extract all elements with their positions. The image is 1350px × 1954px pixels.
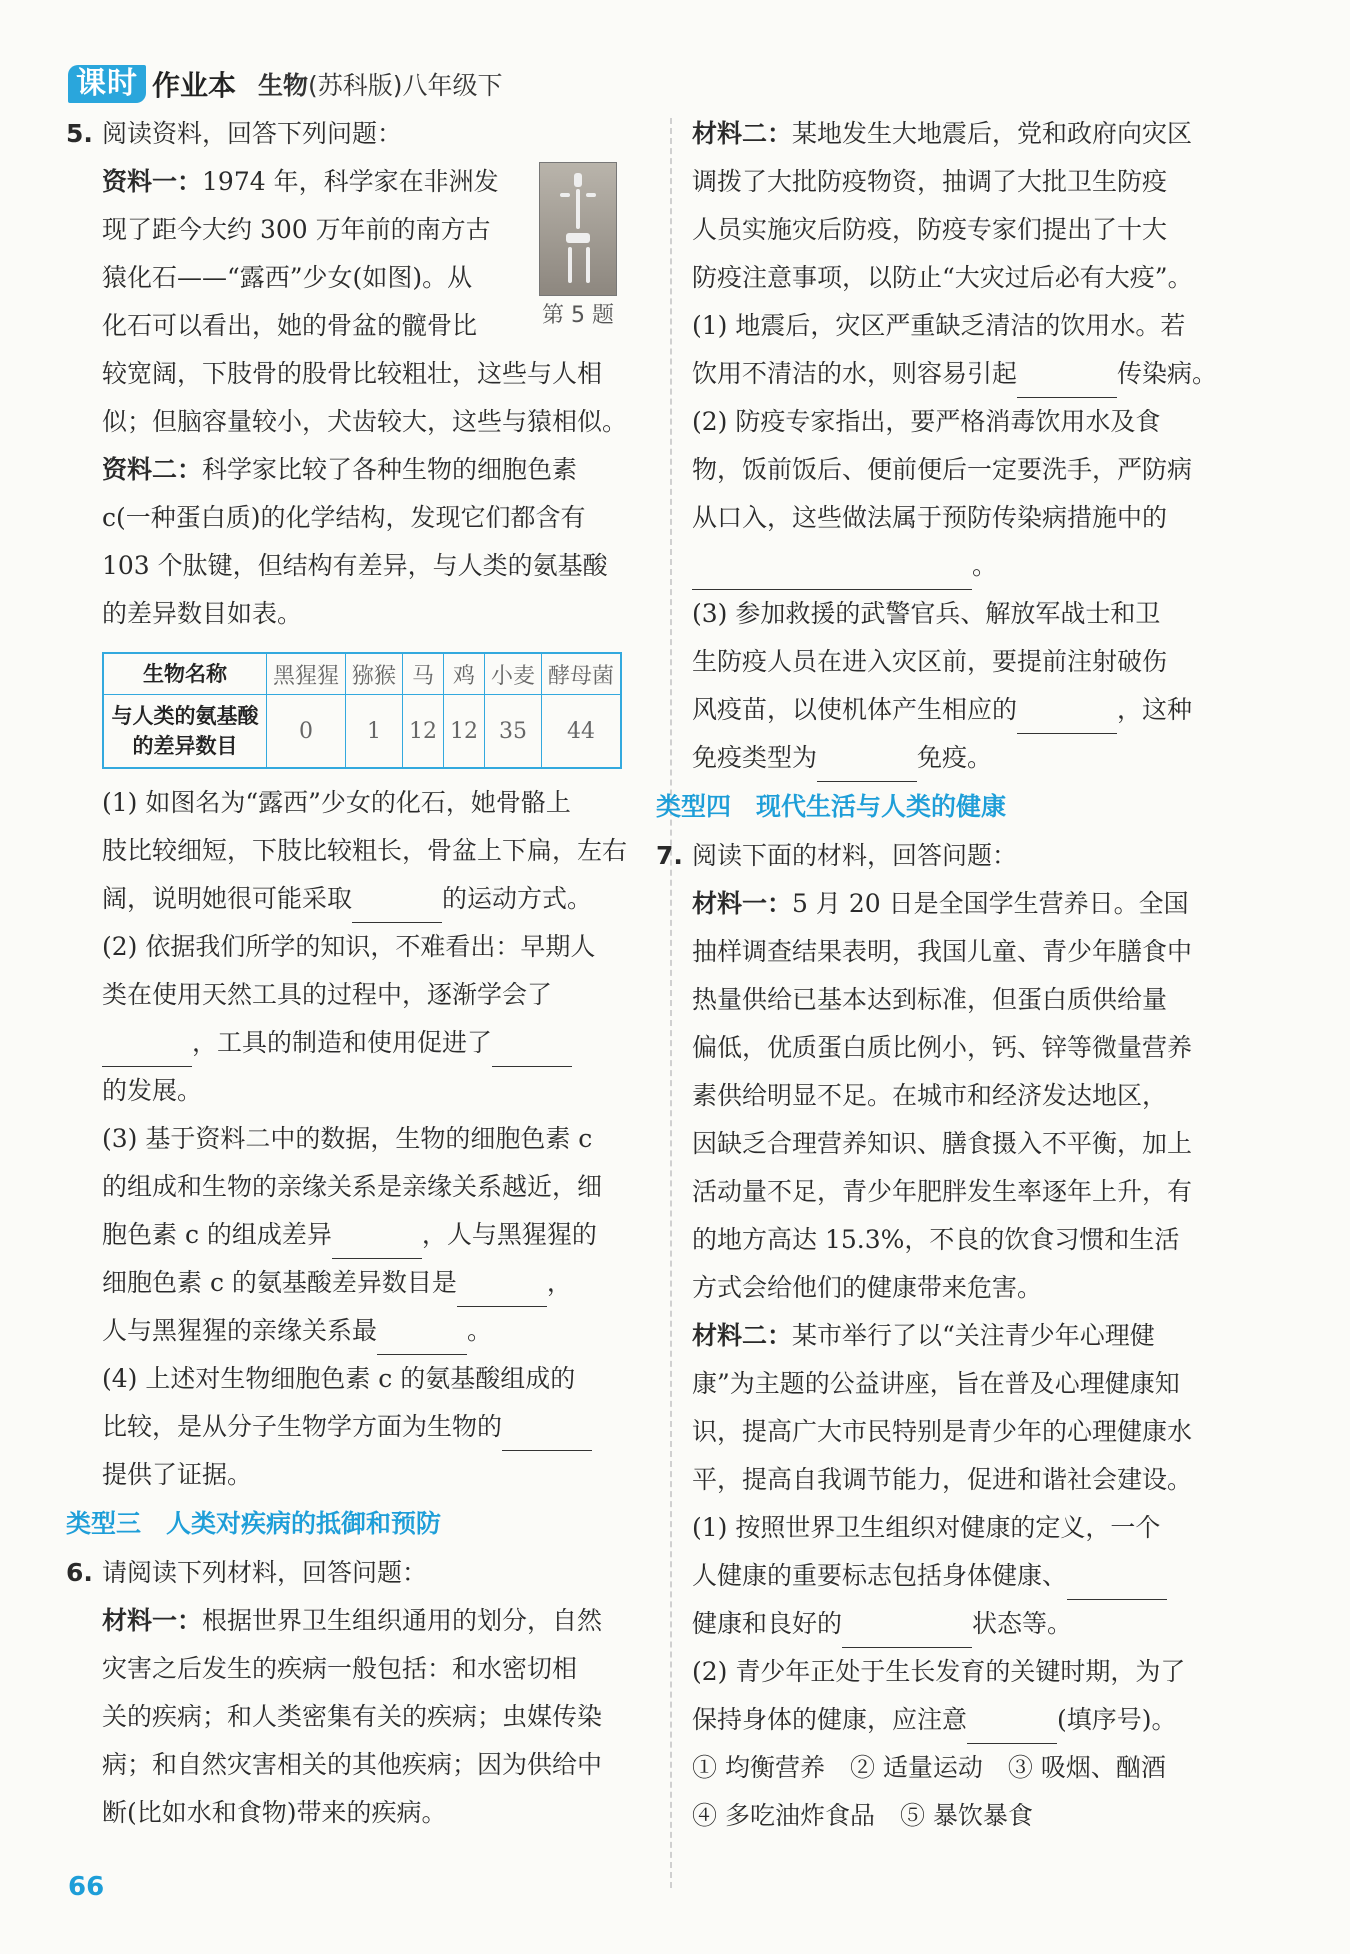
q6-material-1: 材料一：根据世界卫生组织通用的划分，自然 灾害之后发生的疾病一般包括：和水密切相 关的疾病；和人类密集有关的疾病；虫媒传染 病；和自然灾害相关的其他疾病；因为供给中 断(比如水和食物)带来的疾病。 [102,1606,603,1827]
q7-material-2: 材料二：某市举行了以“关注青少年心理健 康”为主题的公益讲座，旨在普及心理健康知 识，提高广大市民特别是青少年的心理健康水 平，提高自我调节能力，促进和谐社会建设。 [692,1321,1193,1494]
q5-material-1: 第 5 题 资料一：1974 年，科学家在非洲发 现了距今大约 300 万年前的南方古 猿化石——“露西”少女(如图)。从 化石可以看出，她的骨盆的髋骨比 较宽阔，下肢骨的股骨比较粗壮，这些与人相 似；但脑容量较小，犬齿较大，这些与猿相似。 [66,158,638,446]
table-row: 与人类的氨基酸的差异数目 0 1 12 12 35 44 [103,695,621,769]
answer-blank[interactable] [102,1036,192,1067]
q6-subquestions: (1) 地震后，灾区严重缺乏清洁的饮用水。若 饮用不清洁的水，则容易引起 传染病。 (2) 防疫专家指出，要严格消毒饮用水及食 物，饭前饭后、便前便后一定要洗手，严防病 从口入，这些做法属于预防传染病措施中的 。 (3) 参加救援的武警官兵、解放军战士和卫 生防疫人员在进入灾区前，要提前注射破伤 风疫苗，以使机体产生相应的 ，这种 免疫类型为 免疫。 [692,302,1264,782]
q6-prompt: 6. 请阅读下列材料，回答问题： [66,1558,428,1587]
section-heading-type4: 类型四 现代生活与人类的健康 [656,792,1007,821]
column-divider [670,118,672,1888]
table-cell: 小麦 [485,653,542,695]
page-header [68,64,503,104]
figure-caption: 第 5 题 [542,303,614,328]
answer-blank[interactable] [967,1713,1057,1744]
material-label: 材料一： [692,889,793,918]
table-cell: 12 [444,695,485,769]
left-column [66,110,638,1837]
answer-blank[interactable] [377,1324,467,1355]
answer-blank[interactable] [692,559,972,590]
q7-options-line-1: ① 均衡营养 ② 适量运动 ③ 吸烟、酗酒 [692,1753,1166,1782]
q7-subquestions: (1) 按照世界卫生组织对健康的定义，一个 人健康的重要标志包括身体健康、 健康和良好的 状态等。 (2) 青少年正处于生长发育的关键时期，为了 保持身体的健康，应注意 (填序号)。 ① 均衡营养 ② 适量运动 ③ 吸烟、酗酒 ④ 多吃油炸食品 ⑤ 暴饮暴食 [692,1504,1264,1840]
answer-blank[interactable] [1017,367,1117,398]
page-number: 66 [68,1872,105,1902]
section-heading-type3: 类型三 人类对疾病的抵御和预防 [66,1509,442,1538]
table-cell: 35 [485,695,542,769]
book-title: 作业本 [152,69,237,102]
table-header-row: 生物名称 黑猩猩 猕猴 马 鸡 小麦 酵母菌 [103,653,621,695]
q5-material-2: 资料二：科学家比较了各种生物的细胞色素 c(一种蛋白质)的化学结构，发现它们都含有 103 个肽键，但结构有差异，与人类的氨基酸 的差异数目如表。 [102,455,608,628]
table-cell: 鸡 [444,653,485,695]
material-label: 材料二： [692,1321,793,1350]
answer-blank[interactable] [1067,1569,1167,1600]
q7-options-line-2: ④ 多吃油炸食品 ⑤ 暴饮暴食 [692,1801,1033,1830]
answer-blank[interactable] [842,1617,972,1648]
table-cell: 0 [267,695,346,769]
q5-prompt: 5. 阅读资料，回答下列问题： [66,119,403,148]
material-label: 材料二： [692,119,793,148]
material-label: 材料一： [102,1606,203,1635]
table-cell: 黑猩猩 [267,653,346,695]
right-column [656,110,1264,1840]
subject-label: 生物(苏科版)八年级下 [258,71,503,100]
q6-material-2: 材料二：某地发生大地震后，党和政府向灾区 调拨了大批防疫物资，抽调了大批卫生防疫 人员实施灾后防疫，防疫专家们提出了十大 防疫注意事项，以防止“大灾过后必有大疫”。 [692,119,1193,292]
table-cell: 44 [542,695,622,769]
material-label: 资料二： [102,455,203,484]
answer-blank[interactable] [1017,703,1117,734]
answer-blank[interactable] [352,892,442,923]
answer-blank[interactable] [502,1420,592,1451]
answer-blank[interactable] [332,1228,422,1259]
q5-subquestions: (1) 如图名为“露西”少女的化石，她骨骼上 肢比较细短，下肢比较粗长，骨盆上下扁，左右 阔，说明她很可能采取 的运动方式。 (2) 依据我们所学的知识，不难看出：早期人 类在使用天然工具的过程中，逐渐学会了 ，工具的制造和使用促进了 的发展。 (3) 基于资料二中的数据，生物的细胞色素 c 的组成和生物的亲缘关系是亲缘关系越近，细 胞色素 c 的组成差异 ，人与黑猩猩的 细胞色素 c 的氨基酸差异数目是 ， 人与黑猩猩的亲缘关系最 。 (4) 上述对生物细胞色素 c 的氨基酸组成的 比较，是从分子生物学方面为生物的 提供了证据。 [102,788,628,1489]
answer-blank[interactable] [817,751,917,782]
fossil-image [539,162,617,296]
series-logo: 课时 [68,65,146,103]
table-cell: 马 [403,653,444,695]
material-label: 资料一： [102,167,203,196]
lucy-fossil-figure [518,162,638,336]
amino-acid-difference-table [102,652,622,769]
answer-blank[interactable] [492,1036,572,1067]
q7-prompt: 7. 阅读下面的材料，回答问题： [656,841,1018,870]
table-cell: 12 [403,695,444,769]
answer-blank[interactable] [457,1276,547,1307]
table-cell: 酵母菌 [542,653,622,695]
q7-material-1: 材料一：5 月 20 日是全国学生营养日。全国 抽样调查结果表明，我国儿童、青少年膳食中 热量供给已基本达到标准，但蛋白质供给量 偏低，优质蛋白质比例小，钙、锌等微量营养 素供给明显不足。在城市和经济发达地区， 因缺乏合理营养知识、膳食摄入不平衡，加上 活动量不足，青少年肥胖发生率逐年上升，有 的地方高达 15.3%，不良的饮食习惯和生活 方式会给他们的健康带来危害。 [692,889,1193,1302]
table-cell: 1 [346,695,403,769]
table-cell: 猕猴 [346,653,403,695]
